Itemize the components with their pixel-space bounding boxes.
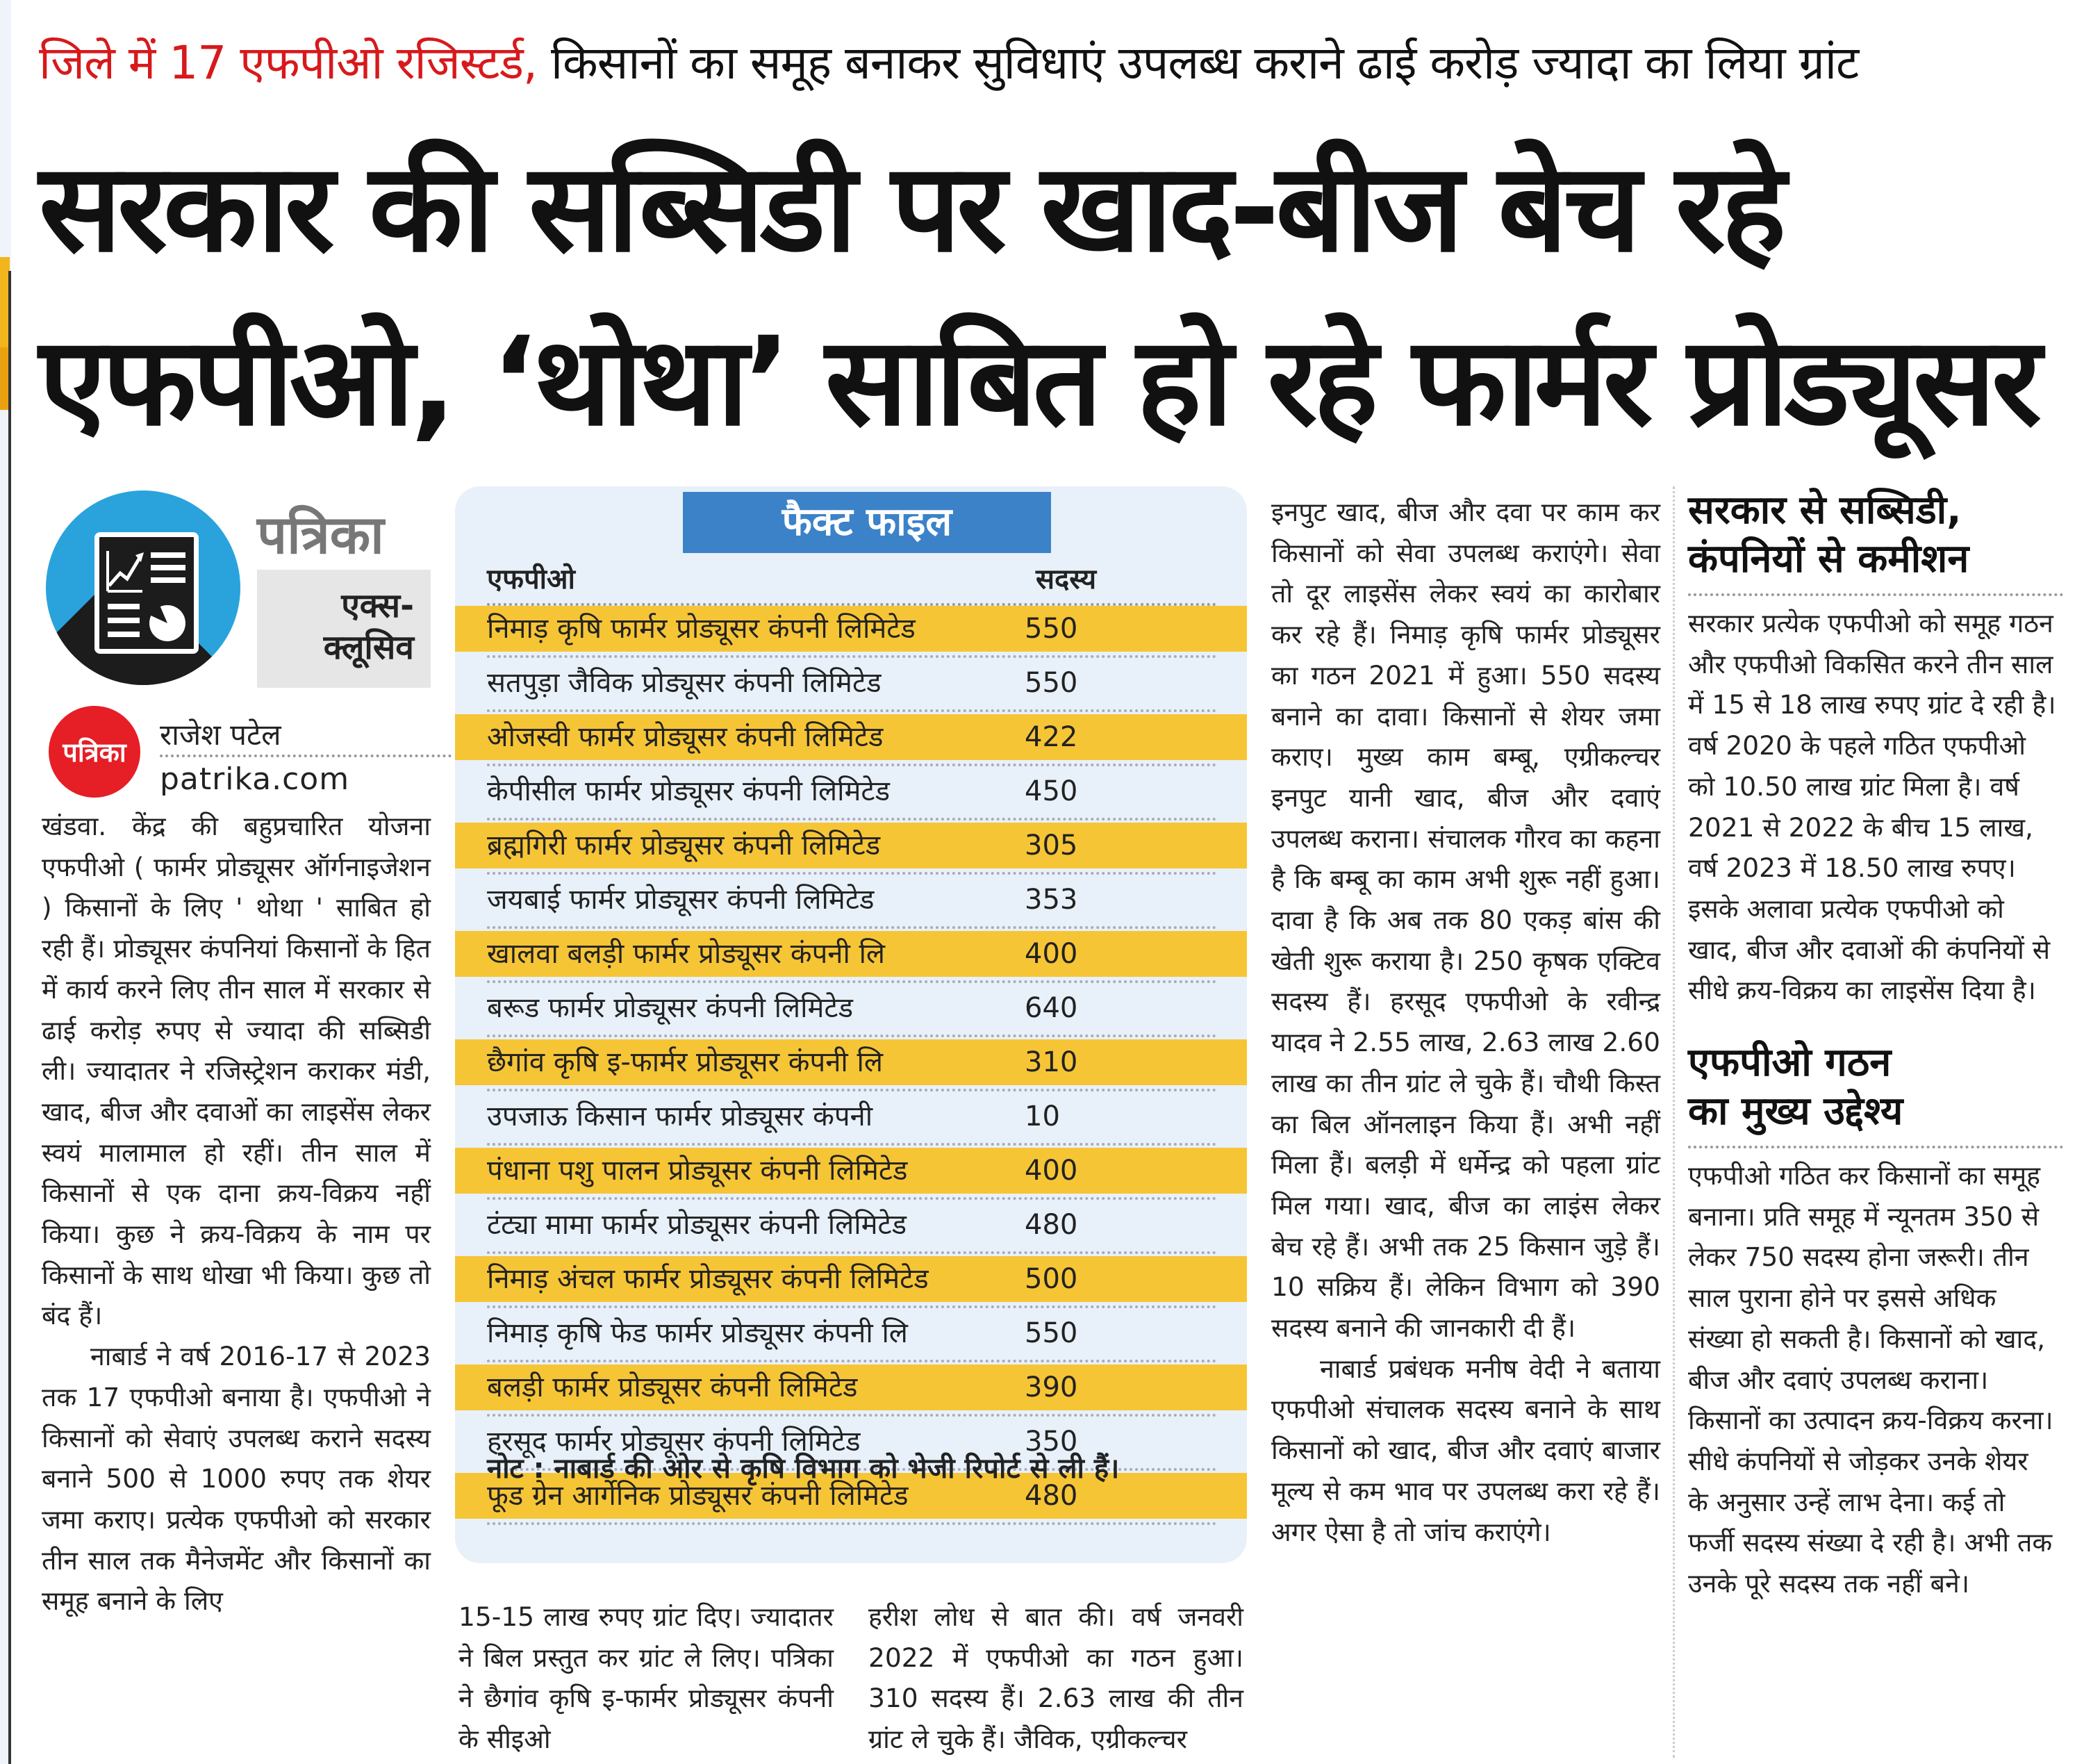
fpo-name: उपजाऊ किसान फार्मर प्रोड्यूसर कंपनी [487, 1101, 873, 1132]
fact-file-row [455, 768, 1247, 814]
byline [42, 702, 431, 806]
fact-file-row [455, 985, 1247, 1031]
fact-file-row [455, 1202, 1247, 1248]
heading-line: सरकार से सब्सिडी, [1688, 488, 1962, 533]
exclusive-label-box [257, 570, 431, 688]
fpo-name: निमाड़ कृषि फार्मर प्रोड्यूसर कंपनी लिमिटेड [487, 613, 916, 645]
heading-line: का मुख्य उद्देश्य [1688, 1089, 1903, 1135]
member-count: 450 [1025, 775, 1078, 807]
brand-name: पत्रिका [257, 504, 384, 566]
member-count: 10 [1025, 1101, 1060, 1132]
paragraph: नाबार्ड प्रबंधक मनीष वेदी ने बताया एफपीओ संचालक सदस्य बनाने के साथ किसानों को खाद, बीज और दवाएं बाजार मूल्य से कम भाव पर उपलब्ध करा रहे हैं। अगर ऐसा है तो जांच कराएंगे। [1271, 1353, 1660, 1547]
fact-file-row [455, 931, 1247, 977]
paragraph: नाबार्ड ने वर्ष 2016-17 से 2023 तक 17 एफपीओ बनाया है। एफपीओ ने किसानों को सेवाएं उपलब्ध कराने सदस्य बनाने 500 से 1000 रुपए तक शेयर जमा कराए। प्रत्येक एफपीओ को सरकार तीन साल तक मैनेजमेंट और किसानों का समूह बनाने के लिए [42, 1341, 431, 1617]
fact-file-row [455, 1365, 1247, 1410]
headline-line-1: सरकार की सब्सिडी पर खाद-बीज बेच रहे [39, 137, 1783, 279]
paragraph: 15-15 लाख रुपए ग्रांट दिए। ज्यादातर ने बिल प्रस्तुत कर ग्रांट ले लिए। पत्रिका ने छैगांव कृषि इ-फार्मर प्रोड्यूसर कंपनी के सीइओ [458, 1601, 834, 1755]
fpo-name: सतपुड़ा जैविक प्रोड्यूसर कंपनी लिमिटेड [487, 667, 882, 699]
fact-file-row [455, 1094, 1247, 1139]
fact-file-rows [455, 606, 1247, 1527]
fact-file-row [455, 714, 1247, 760]
member-count: 550 [1025, 1317, 1078, 1349]
member-count: 550 [1025, 613, 1078, 645]
kicker-red: जिले में 17 एफपीओ रजिस्टर्ड, [39, 36, 537, 90]
fact-file-title: फैक्ट फाइल [683, 492, 1051, 553]
member-count: 353 [1025, 884, 1078, 916]
exclusive-label-2: क्लूसिव [323, 628, 414, 667]
left-column [42, 486, 431, 1622]
fpo-name: फूड ग्रेन आर्गेनिक प्रोड्यूसर कंपनी लिमिटेड [487, 1480, 909, 1512]
paragraph: हरीश लोध से बात की। वर्ष जनवरी 2022 में एफपीओ का गठन हुआ। 310 सदस्य हैं। 2.63 लाख की तीन ग्रांट ले चुके हैं। जैविक, एग्रीकल्चर [868, 1601, 1243, 1755]
fpo-name: पंधाना पशु पालन प्रोड्यूसर कंपनी लिमिटेड [487, 1155, 908, 1187]
fact-file-row [455, 1256, 1247, 1302]
column-divider [1673, 486, 1675, 1758]
fpo-name: ब्रह्मगिरी फार्मर प्रोड्यूसर कंपनी लिमिटेड [487, 830, 881, 862]
exclusive-label-1: एक्स- [341, 586, 414, 625]
site-link[interactable]: patrika.com [160, 761, 350, 797]
fact-file-row [455, 660, 1247, 706]
fpo-name: खालवा बलड़ी फार्मर प्रोड्यूसर कंपनी लि [487, 938, 886, 970]
fpo-name: ओजस्वी फार्मर प्रोड्यूसर कंपनी लिमिटेड [487, 721, 884, 753]
fact-file-row [455, 1039, 1247, 1085]
fpo-name: टंट्या मामा फार्मर प्रोड्यूसर कंपनी लिमिटेड [487, 1209, 907, 1241]
member-count: 400 [1025, 1155, 1078, 1187]
member-count: 480 [1025, 1480, 1078, 1512]
fact-file-row [455, 1310, 1247, 1356]
member-count: 422 [1025, 721, 1078, 753]
fpo-name: बरूड फार्मर प्रोड्यूसर कंपनी लिमिटेड [487, 992, 853, 1024]
column-4 [1271, 492, 1660, 1552]
sidebar-text-2: एफपीओ गठित कर किसानों का समूह बनाना। प्रति समूह में न्यूनतम 350 से लेकर 750 सदस्य होना जरूरी। तीन साल पुराना होने पर इससे अधिक संख्या हो सकती है। किसानों को खाद, बीज और दवाएं उपलब्ध कराना। किसानों का उत्पादन क्रय-विक्रय करना। सीधे कंपनियों से जोड़कर उनके शेयर के अनुसार उन्हें लाभ देना। कई तो फर्जी सदस्य संख्या दे रही है। अभी तक उनके पूरे सदस्य तक नहीं बने। [1688, 1160, 2053, 1599]
left-column-text [42, 806, 431, 1622]
fpo-name: हरसूद फार्मर प्रोड्यूसर कंपनी लिमिटेड [487, 1426, 861, 1458]
fpo-name: निमाड़ कृषि फेड फार्मर प्रोड्यूसर कंपनी लि [487, 1317, 908, 1349]
fact-file-note: नोट : नाबार्ड की ओर से कृषि विभाग को भेजी रिपोर्ट से ली हैं। [487, 1453, 1120, 1485]
fact-file-row [455, 1148, 1247, 1194]
page-edge-rule [8, 271, 11, 1764]
column-header-fpo: एफपीओ [487, 563, 575, 595]
member-count: 350 [1025, 1426, 1078, 1458]
fact-file-row [455, 823, 1247, 868]
member-count: 400 [1025, 938, 1078, 970]
column-2-continuation [458, 1597, 834, 1760]
fact-file-row [455, 606, 1247, 652]
kicker-line [39, 32, 2067, 94]
fact-file-row [455, 877, 1247, 923]
exclusive-logo-block [42, 486, 431, 695]
member-count: 390 [1025, 1371, 1078, 1403]
fpo-name: बलड़ी फार्मर प्रोड्यूसर कंपनी लिमिटेड [487, 1371, 858, 1403]
report-chart-icon [46, 491, 240, 685]
column-header-members: सदस्य [1036, 563, 1097, 595]
fpo-name: जयबाई फार्मर प्रोड्यूसर कंपनी लिमिटेड [487, 884, 875, 916]
member-count: 305 [1025, 830, 1078, 862]
sidebar-heading-2 [1688, 1039, 2077, 1136]
paragraph: खंडवा. केंद्र की बहुप्रचारित योजना एफपीओ ( फार्मर प्रोड्यूसर ऑर्गनाइजेशन ) किसानों के लिए ' थोथा ' साबित हो रही हैं। प्रोड्यूसर कंपनियां किसानों के हित में कार्य करने लिए तीन साल में सरकार से ढाई करोड़ रुपए से ज्यादा की सब्सिडी ली। ज्यादातर ने रजिस्ट्रेशन कराकर मंडी, खाद, बीज और दवाओं का लाइसेंस लेकर स्वयं मालामाल हो रहीं। तीन साल में किसानों से एक दाना क्रय-विक्रय नहीं किया। कुछ ने क्रय-विक्रय के नाम पर किसानों के साथ धोखा भी किया। कुछ तो बंद हैं। [42, 811, 431, 1331]
member-count: 640 [1025, 992, 1078, 1024]
heading-line: कंपनियों से कमीशन [1688, 536, 1969, 582]
fpo-name: छैगांव कृषि इ-फार्मर प्रोड्यूसर कंपनी लि [487, 1046, 883, 1078]
sidebar-column [1688, 486, 2077, 1604]
fact-file-box [455, 486, 1247, 1563]
fpo-name: केपीसील फार्मर प्रोड्यूसर कंपनी लिमिटेड [487, 775, 890, 807]
fpo-name: निमाड़ अंचल फार्मर प्रोड्यूसर कंपनी लिमिटेड [487, 1263, 929, 1295]
fact-file-header [487, 556, 1216, 606]
sidebar-text-1: सरकार प्रत्येक एफपीओ को समूह गठन और एफपीओ विकसित करने तीन साल में 15 से 18 लाख रुपए ग्रांट दे रही है। वर्ष 2020 के पहले गठित एफपीओ को 10.50 लाख ग्रांट मिला है। वर्ष 2021 से 2022 के बीच 15 लाख, वर्ष 2023 में 18.50 लाख रुपए। इसके अलावा प्रत्येक एफपीओ को खाद, बीज और दवाओं की कंपनियों से सीधे क्रय-विक्रय का लाइसेंस दिया है। [1688, 608, 2056, 1006]
member-count: 550 [1025, 667, 1078, 699]
patrika-badge: पत्रिका [49, 706, 140, 798]
member-count: 500 [1025, 1263, 1078, 1295]
column-3-continuation [868, 1597, 1243, 1760]
member-count: 480 [1025, 1209, 1078, 1241]
headline-line-2: एफपीओ, ‘थोथा’ साबित हो रहे फार्मर प्रोड्यूसर [39, 311, 2037, 453]
heading-line: एफपीओ गठन [1688, 1040, 1892, 1086]
sidebar-heading-1 [1688, 486, 2077, 584]
author-name: राजेश पटेल [160, 718, 281, 752]
paragraph: इनपुट खाद, बीज और दवा पर काम कर किसानों को सेवा उपलब्ध कराएंगे। सेवा तो दूर लाइसेंस लेकर स्वयं का कारोबार कर रहे हैं। निमाड़ कृषि फार्मर प्रोड्यूसर का गठन 2021 में हुआ। 550 सदस्य बनाने का दावा। किसानों से शेयर जमा कराए। मुख्य काम बम्बू, एग्रीकल्चर इनपुट यानी खाद, बीज और दवाएं उपलब्ध कराना। संचालक गौरव का कहना है कि बम्बू का काम अभी शुरू नहीं हुआ। दावा है कि अब तक 80 एकड़ बांस की खेती शुरू कराया है। 250 कृषक एक्टिव सदस्य हैं। हरसूद एफपीओ के रवीन्द्र यादव ने 2.55 लाख, 2.63 लाख 2.60 लाख का तीन ग्रांट ले चुके हैं। चौथी किस्त का बिल ऑनलाइन किया हैं। अभी नहीं मिला हैं। बलड़ी में धर्मेन्द्र को पहला ग्रांट मिल गया। खाद, बीज का लाइंस लेकर बेच रहे हैं। अभी तक 25 किसान जुड़े हैं। 10 सक्रिय हैं। लेकिन विभाग को 390 सदस्य बनाने की जानकारी दी हैं। [1271, 497, 1660, 1344]
member-count: 310 [1025, 1046, 1078, 1078]
kicker-black: किसानों का समूह बनाकर सुविधाएं उपलब्ध कराने ढाई करोड़ ज्यादा का लिया ग्रांट [550, 36, 1859, 90]
